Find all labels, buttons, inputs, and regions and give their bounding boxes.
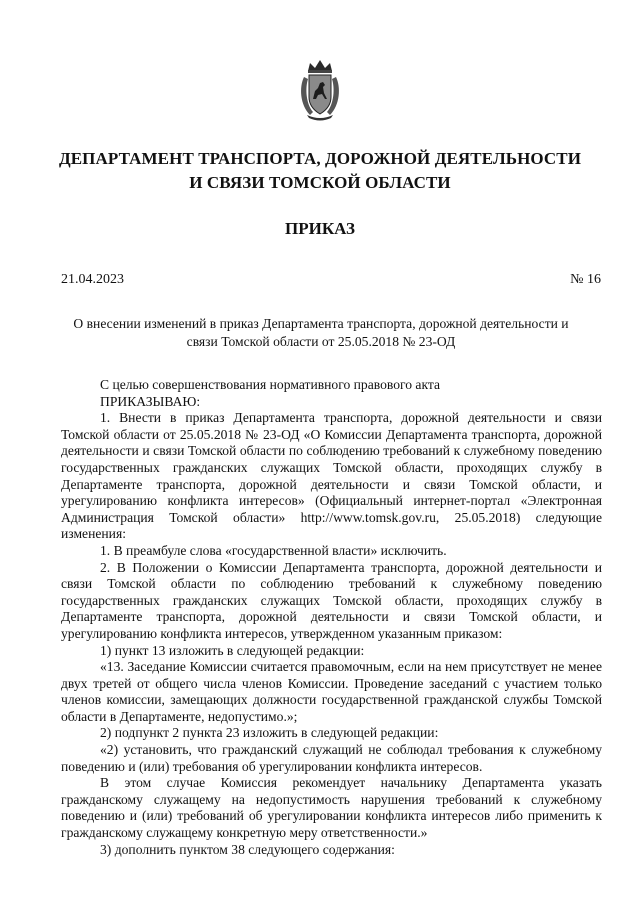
tomsk-region-coat-of-arms-icon <box>298 57 342 121</box>
document-body <box>61 377 602 858</box>
document-type-title: ПРИКАЗ <box>285 219 355 238</box>
body-paragraph: С целью совершенствования нормативного правового акта <box>100 377 441 392</box>
body-paragraph: «2) установить, что гражданский служащий не соблюдал требования к служебному поведению и (или) требования об урегулировании конфликта интересов. <box>61 742 602 774</box>
document-date: 21.04.2023 <box>61 272 124 287</box>
body-paragraph: 2) подпункт 2 пункта 23 изложить в следующей редакции: <box>100 725 439 741</box>
document-subject: О внесении изменений в приказ Департамента транспорта, дорожной деятельности и связи Томской области от 25.05.2018 № 23-ОД <box>73 316 569 349</box>
department-name-line-2: И СВЯЗИ ТОМСКОЙ ОБЛАСТИ <box>189 173 451 192</box>
body-paragraph: 1) пункт 13 изложить в следующей редакции: <box>100 642 365 658</box>
body-paragraph: В этом случае Комиссия рекомендует начальнику Департамента указать гражданскому служащему на недопустимость нарушения требований к служебному поведению и (или) требований об урегулировании конфликта интересов либо применить к гражданскому служащему конкретную меру ответственности.» <box>61 775 602 841</box>
body-paragraph: 2. В Положении о Комиссии Департамента транспорта, дорожной деятельности и связи Томской области по соблюдению требований к служебному поведению государственных гражданских служащих Томской области, проходящих службу в Департаменте транспорта, дорожной деятельности и связи Томской области, и урегулированию конфликта интересов, утвержденном указанным приказом: <box>61 559 602 641</box>
body-paragraph: ПРИКАЗЫВАЮ: <box>100 393 201 409</box>
document-number: № 16 <box>570 272 601 287</box>
body-paragraph: «13. Заседание Комиссии считается правомочным, если на нем присутствует не менее двух третей от общего числа членов Комиссии. Проведение заседаний с участием только членов комиссии, замещающих должности государственной гражданской службы Томской области в Департаменте, недопустимо.»; <box>61 659 602 724</box>
body-paragraph: 1. Внести в приказ Департамента транспорта, дорожной деятельности и связи Томской области от 25.05.2018 № 23-ОД «О Комиссии Департамента транспорта, дорожной деятельности и связи Томской области по соблюдению требований к служебному поведению государственных гражданских служащих Томской области, проходящих службу в Департаменте транспорта, дорожной деятельности и связи Томской области, и урегулированию конфликта интересов» (Официальный интернет-портал «Электронная Администрация Томской области» http://www.tomsk.gov.ru, 25.05.2018) следующие изменения: <box>61 410 602 542</box>
body-paragraph: 1. В преамбуле слова «государственной власти» исключить. <box>100 542 447 558</box>
body-paragraph: 3) дополнить пунктом 38 следующего содержания: <box>100 841 395 857</box>
department-name-line-1: ДЕПАРТАМЕНТ ТРАНСПОРТА, ДОРОЖНОЙ ДЕЯТЕЛЬНОСТИ <box>58 149 582 168</box>
